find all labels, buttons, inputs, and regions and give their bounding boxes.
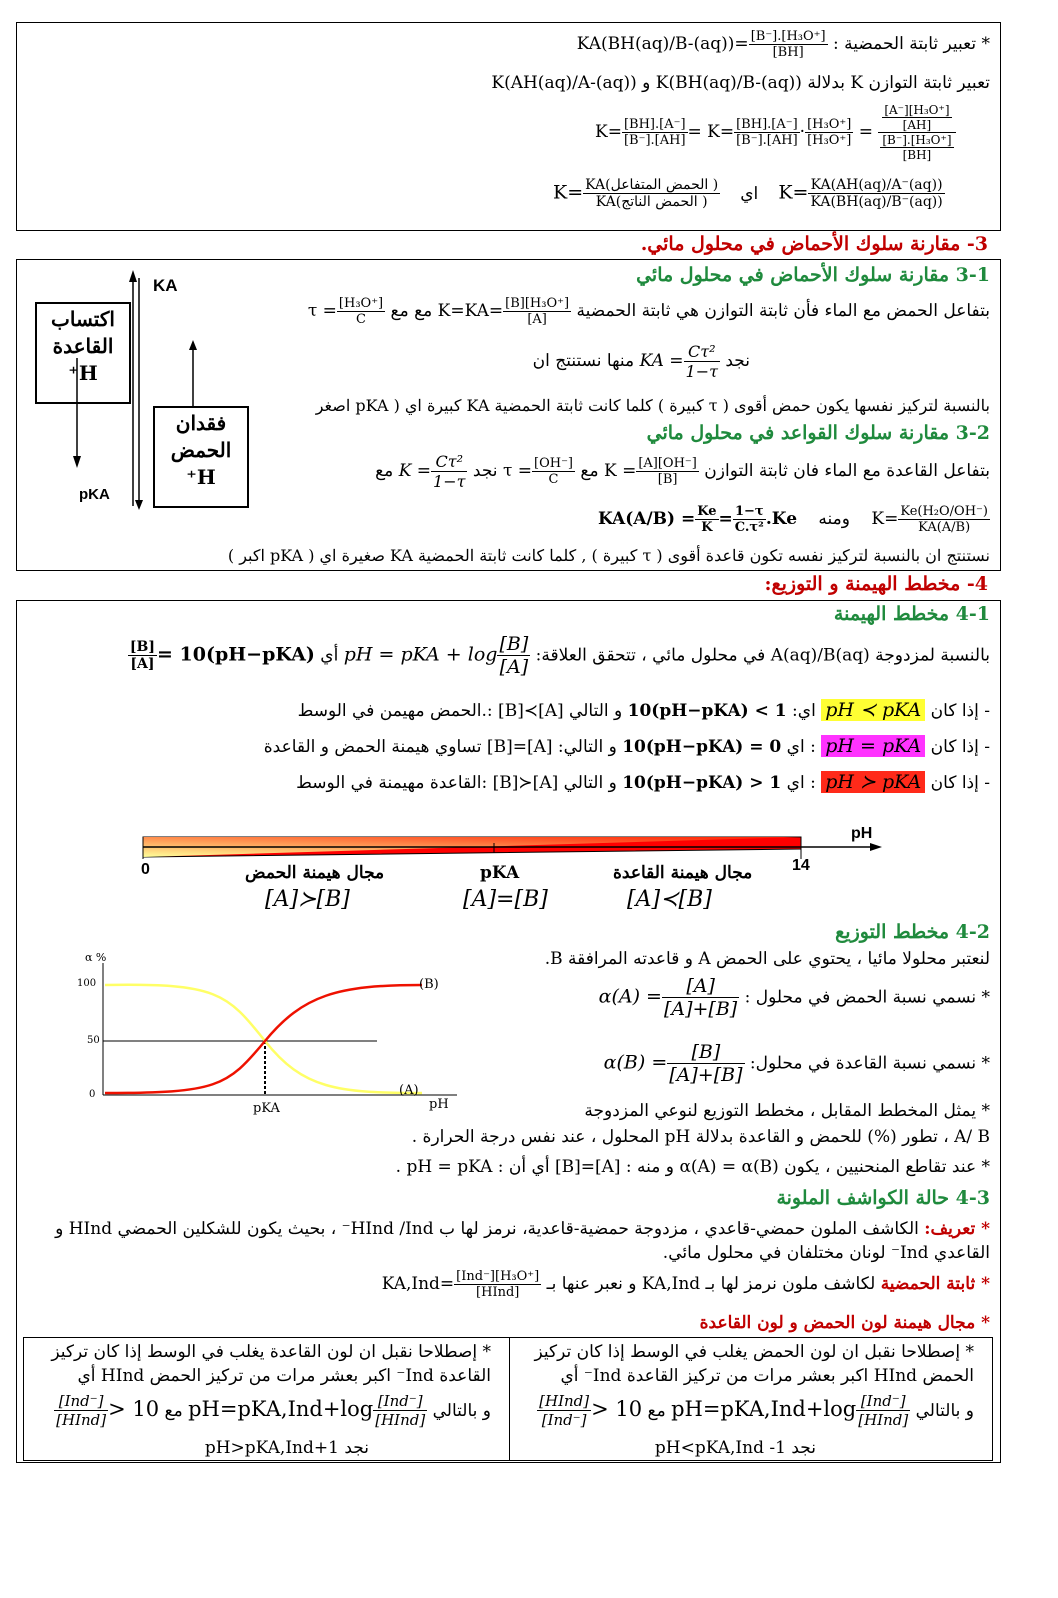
k-function-line: تعبير ثابتة التوازن K بدلالة K(AH(aq)/A-(aq)) و K(BH(aq)/B-(aq)) [491,73,990,93]
heading-4-1: 4-1 مخطط الهيمنة [833,603,990,625]
indicator-table [23,1337,993,1461]
base-color-cell: * إصطلاحا نقبل ان لون القاعدة يغلب في الوسط إذا كان تركيز القاعدة Ind⁻ اكبر بعشر مرات من تركيز الحمض HInd أي و بالتالي pH=pKA,Ind+log $\frac{\text{[Ind⁻]}}{\text{[HInd]}}$ مع $\frac{\text{[Ind⁻]}}{\text{[HInd]}}$ > 10 نجد pH>pKA,Ind+1 [23,1337,510,1461]
cond-ph-lt-pka: pH ≺ pKA [821,699,925,721]
ka-pka-arrows [73,270,223,510]
acid-domain-relation: [A]≻[B] [265,887,350,912]
case-base-dominant: - إذا كان pH ≻ pKA : اي 10(pH−pKA) > 1 و التالي [A]≺[B] :القاعدة مهيمنة في الوسط [296,771,990,793]
distribution-desc-2: A/ B ، تطور (%) للحمض و القاعدة بدلالة pH المحلول ، عند نفس درجة الحرارة . [411,1127,990,1147]
cond-ph-gt-pka: pH ≻ pKA [821,771,925,793]
proton-loss-box: فقدان الحمض H⁺ [153,406,249,508]
alpha-base-line: * نسمي نسبة القاعدة في محلول: α(B) = $\frac{[B]}{[A]+[B]}$ [603,1041,990,1086]
graph-ph-label: pH [429,1097,449,1112]
k-derivation: K= $\frac{[BH].[A^-]}{[B^-].[AH]}$ = K= $\frac{[BH].[A^-]}{[B^-].[AH]}$ · $\frac{\text{[H₃O⁺]}}{\text{[H₃O⁺]}}$ = $\frac{\frac{\text{[A⁻][H₃O⁺]}}{[AH]}}{\frac{\text{[B⁻].[H₃O⁺]}}{[BH]}}$ [595,103,956,162]
indicator-definition-2: القاعدي Ind⁻ لونان مختلفان في محلول مائي. [662,1243,990,1263]
henderson-line: بالنسبة لمزدوجة A(aq)/B(aq) في محلول مائي ، تتحقق العلاقة: pH = pKA + log $\frac{[B]}{[A]}$ أي $\frac{[B]}{[A]}$ = 10(pH−pKA) [129,633,990,678]
pka-axis-label: pKA [79,486,110,503]
distribution-intersection: * عند تقاطع المنحنيين ، يكون α(A) = α(B) و منه : [A]=[B] أي أن : pH = pKA . [395,1157,990,1177]
graph-b-label: (B) [419,977,439,992]
top-section [16,22,1001,231]
heading-section-3: 3- مقارنة سلوك الأحماض في محلول مائي. [640,233,988,255]
proton-gain-box: اكتساب القاعدة H⁺ [35,302,131,404]
distribution-desc-1: * يمثل المخطط المقابل ، مخطط التوزيع لنوعي المزدوجة [584,1101,990,1121]
section-4 [16,600,1001,1463]
heading-3-1: 3-1 مقارنة سلوك الأحماض في محلول مائي [636,264,990,286]
graph-pka-label: pKA [253,1101,280,1116]
case-acid-dominant: - إذا كان pH ≺ pKA اي: 10(pH−pKA) < 1 و التالي [A]≻[B] :.الحمض مهيمن في الوسط [297,699,990,721]
heading-4-3: 4-3 حالة الكواشف الملونة [776,1187,990,1209]
case-equal-dominance: - إذا كان pH = pKA : اي 10(pH−pKA) = 0 و التالي: [A]=[B] تساوي هيمنة الحمض و القاعدة [263,735,990,757]
color-dominance-heading: * مجال هيمنة لون الحمض و لون القاعدة [699,1313,990,1333]
base-equilibrium-line: بتفاعل القاعدة مع الماء فان ثابتة التوازن K = $\frac{[A][OH^-]}{[B]}$ مع τ = $\frac{[OH^-]}{C}$ نجد K = $\frac{\text{Cτ²}}{1-\tau}$ مع [375,452,990,491]
heading-section-4: 4- مخطط الهيمنة و التوزيع: [764,573,988,595]
acid-domain-label: مجال هيمنة الحمض [245,863,385,883]
base-ka-line: K= $\frac{\text{Ke(H₂O/OH⁻)}}{KA(A/B)}$ ومنه KA(A/B) = $\frac{Ke}{K}$ = $\frac{1-\tau}{\text{C.τ²}}$ .Ke [597,504,988,535]
bar-ph-label: pH [851,825,873,842]
acid-color-cell: * إصطلاحا نقبل ان لون الحمض يغلب في الوسط إذا كان تركيز الحمض HInd اكبر بعشر مرات من تركيز القاعدة Ind⁻ أي و بالتالي pH=pKA,Ind+log $\frac{\text{[Ind⁻]}}{\text{[HInd]}}$ مع $\frac{\text{[HInd]}}{\text{[Ind⁻]}}$ > 10 نجد pH<pKA,Ind -1 [509,1337,993,1461]
distribution-intro: لنعتبر محلولا مائيا ، يحتوي على الحمض A و قاعدته المرافقة B. [544,949,990,969]
indicator-ka-line: * ثابتة الحمضية لكاشف ملون نرمز لها بـ KA,Ind و نعبر عنها بـ KA,Ind= $\frac{\text{[Ind⁻][H₃O⁺]}}{\text{[HInd]}}$ [381,1269,990,1300]
bar-zero-label: 0 [141,861,150,878]
section-3 [16,259,1001,571]
k-ratio-line: K= $\frac{\text{KA(الحمض المتفاعل )}}{\text{KA(الحمض الناتج )}}$ اي K= $\frac{KA(AH(aq)/A^-(aq))}{KA(BH(aq)/B^-(aq))}$ [553,177,943,210]
alpha-acid-line: * نسمي نسبة الحمض في محلول : α(A) = $\frac{[A]}{[A]+[B]}$ [598,975,990,1020]
base-domain-label: مجال هيمنة القاعدة [613,863,753,883]
pka-relation: [A]=[B] [463,887,548,912]
bar-pka-label: pKA [480,863,520,883]
graph-0-label: 0 [89,1089,96,1100]
base-strength-conclusion: نستنتج ان بالنسبة لتركيز نفسه تكون قاعدة أقوى ( τ كبيرة ) , كلما كانت ثابتة الحمضية KA صغيرة اي ( pKA اكبر ) [227,546,990,565]
base-domain-relation: [A]≺[B] [627,887,712,912]
graph-100-label: 100 [77,978,97,989]
indicator-definition: * تعريف: الكاشف الملون حمضي-قاعدي ، مزدوجة حمضية-قاعدية، نرمز لها ب HInd /Ind⁻ ، بحيث يكون للشكلين الحمضي HInd و [55,1219,990,1239]
ka-expression: KA(BH(aq)/B-(aq))= [576,34,749,54]
bar-14-label: 14 [792,857,810,874]
graph-50-label: 50 [87,1035,100,1046]
cond-ph-eq-pka: pH = pKA [821,735,925,757]
graph-a-label: (A) [399,1083,419,1098]
ka-axis-label: KA [153,276,178,295]
acid-equilibrium-line: بتفاعل الحمض مع الماء فأن ثابتة التوازن هي ثابتة الحمضية K=KA= $\frac{\text{[B][H₃O⁺]}}{[A]}$ مع مع τ = $\frac{\text{[H₃O⁺]}}{C}$ [307,296,990,327]
heading-3-2: 3-2 مقارنة سلوك القواعد في محلول مائي [646,422,990,444]
heading-4-2: 4-2 مخطط التوزيع [835,921,990,943]
ka-expression-line: * تعبير ثابتة الحمضية : KA(BH(aq)/B-(aq))= $\frac{\text{[B⁻].[H₃O⁺]}}{[BH]}$ [576,29,990,60]
acid-ka-tau-line: نجد KA = $\frac{\text{Cτ²}}{1-\tau}$ منها نستنتج ان [532,342,750,381]
graph-alpha-label: α % [85,951,107,964]
acid-strength-conclusion: بالنسبة لتركيز نفسها يكون حمض أقوى ( τ كبيرة ) كلما كانت ثابتة الحمضية KA كبيرة اي ( pKA اصغر [315,396,990,415]
